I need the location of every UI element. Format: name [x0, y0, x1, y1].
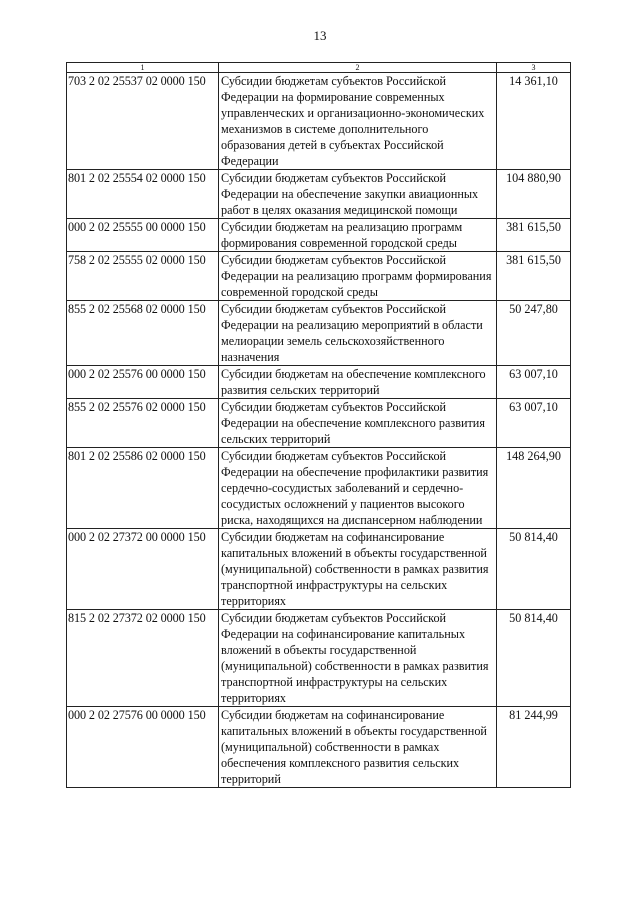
column-header-amount: 3	[497, 63, 571, 73]
budget-code: 703 2 02 25537 02 0000 150	[67, 73, 219, 170]
budget-amount: 81 244,99	[497, 707, 571, 788]
budget-code: 000 2 02 25576 00 0000 150	[67, 366, 219, 399]
column-header-name: 2	[219, 63, 497, 73]
budget-code: 000 2 02 27372 00 0000 150	[67, 529, 219, 610]
budget-item-name: Субсидии бюджетам на софинансирование капитальных вложений в объекты государственной (муниципальной) собственности в рамках обеспечения комплексного развития сельских территорий	[219, 707, 497, 788]
budget-item-name: Субсидии бюджетам на обеспечение комплексного развития сельских территорий	[219, 366, 497, 399]
budget-amount: 63 007,10	[497, 399, 571, 448]
budget-amount: 63 007,10	[497, 366, 571, 399]
table-row	[67, 252, 571, 301]
budget-item-name: Субсидии бюджетам на реализацию программ формирования современной городской среды	[219, 219, 497, 252]
table-header	[67, 63, 571, 73]
table-row	[67, 301, 571, 366]
budget-table	[66, 62, 571, 788]
table-row	[67, 366, 571, 399]
budget-code: 758 2 02 25555 02 0000 150	[67, 252, 219, 301]
table-row	[67, 529, 571, 610]
budget-item-name: Субсидии бюджетам субъектов Российской Федерации на обеспечение комплексного развития сельских территорий	[219, 399, 497, 448]
budget-code: 000 2 02 25555 00 0000 150	[67, 219, 219, 252]
budget-code: 855 2 02 25576 02 0000 150	[67, 399, 219, 448]
budget-item-name: Субсидии бюджетам субъектов Российской Федерации на формирование современных управленческих и организационно-экономических механизмов в системе дополнительного образования детей в субъектах Российской Федерации	[219, 73, 497, 170]
table-row	[67, 73, 571, 170]
budget-code: 815 2 02 27372 02 0000 150	[67, 610, 219, 707]
page-number: 13	[313, 28, 327, 43]
budget-amount: 148 264,90	[497, 448, 571, 529]
budget-item-name: Субсидии бюджетам субъектов Российской Федерации на софинансирование капитальных вложений в объекты государственной (муниципальной) собственности в рамках развития транспортной инфраструктуры на сельских территориях	[219, 610, 497, 707]
table-row	[67, 610, 571, 707]
budget-code: 000 2 02 27576 00 0000 150	[67, 707, 219, 788]
table-row	[67, 170, 571, 219]
budget-code: 855 2 02 25568 02 0000 150	[67, 301, 219, 366]
budget-amount: 104 880,90	[497, 170, 571, 219]
budget-item-name: Субсидии бюджетам субъектов Российской Федерации на обеспечение закупки авиационных работ в целях оказания медицинской помощи	[219, 170, 497, 219]
budget-amount: 381 615,50	[497, 219, 571, 252]
budget-amount: 50 814,40	[497, 610, 571, 707]
budget-code: 801 2 02 25586 02 0000 150	[67, 448, 219, 529]
header-row	[67, 63, 571, 73]
table-body	[67, 73, 571, 788]
budget-item-name: Субсидии бюджетам субъектов Российской Федерации на реализацию программ формирования современной городской среды	[219, 252, 497, 301]
budget-item-name: Субсидии бюджетам субъектов Российской Федерации на реализацию мероприятий в области мелиорации земель сельскохозяйственного назначения	[219, 301, 497, 366]
table-row	[67, 707, 571, 788]
column-header-code: 1	[67, 63, 219, 73]
table-row	[67, 399, 571, 448]
budget-amount: 50 814,40	[497, 529, 571, 610]
table-row	[67, 448, 571, 529]
budget-item-name: Субсидии бюджетам субъектов Российской Федерации на обеспечение профилактики развития сердечно-сосудистых заболеваний и сердечно-сосудистых осложнений у пациентов высокого риска, находящихся на диспансерном наблюдении	[219, 448, 497, 529]
table-row	[67, 219, 571, 252]
budget-amount: 50 247,80	[497, 301, 571, 366]
budget-code: 801 2 02 25554 02 0000 150	[67, 170, 219, 219]
budget-amount: 14 361,10	[497, 73, 571, 170]
budget-item-name: Субсидии бюджетам на софинансирование капитальных вложений в объекты государственной (муниципальной) собственности в рамках развития транспортной инфраструктуры на сельских территориях	[219, 529, 497, 610]
budget-amount: 381 615,50	[497, 252, 571, 301]
